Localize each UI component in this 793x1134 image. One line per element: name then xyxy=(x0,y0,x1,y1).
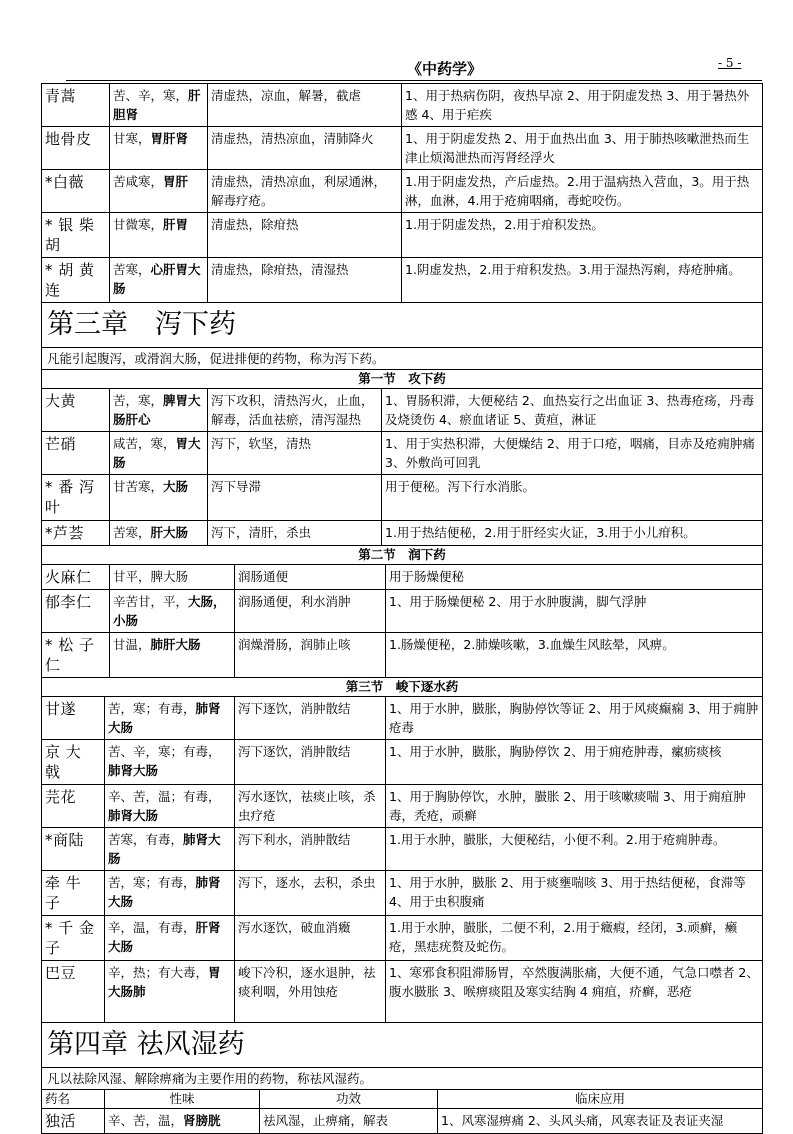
herb-name: 火麻仁 xyxy=(42,565,110,590)
herb-nature: 苦，寒，脾胃大肠肝心 xyxy=(110,389,208,432)
herb-name: * 胡 黄 连 xyxy=(42,258,110,303)
herb-name: 巴豆 xyxy=(42,961,105,1023)
herb-nature: 苦，寒；有毒，肺肾大肠 xyxy=(105,871,235,916)
chapter-intro: 凡能引起腹泻，或滑润大肠，促进排便的药物，称为泻下药。 xyxy=(42,348,763,370)
section-title: 第一节 攻下药 xyxy=(42,370,763,389)
herb-name: *芦荟 xyxy=(42,521,110,546)
herb-effect: 泻下，逐水，去积，杀虫 xyxy=(235,871,386,916)
herb-usage: 1.肠燥便秘，2.肺燥咳嗽，3.血燥生风眩晕，风痹。 xyxy=(386,633,763,678)
page-number: - 5 - xyxy=(718,56,742,70)
herb-usage: 用于肠燥便秘 xyxy=(386,565,763,590)
table-row xyxy=(42,828,763,871)
table-row xyxy=(42,565,763,590)
herb-effect: 泻下利水，消肿散结 xyxy=(235,828,386,871)
herb-name: 牵 牛 子 xyxy=(42,871,105,916)
herb-usage: 1、用于水肿，臌胀，胸胁停饮等证 2、用于风痰癫痫 3、用于痈肿疮毒 xyxy=(386,697,763,740)
table-row xyxy=(42,475,763,521)
herb-name: *白薇 xyxy=(42,170,110,213)
chapter-title: 第三章 泻下药 xyxy=(42,303,763,348)
herb-nature: 苦，寒；有毒，肺肾大肠 xyxy=(105,697,235,740)
herb-usage: 1.阴虚发热，2.用于疳积发热。3.用于湿热泻痢，痔疮肿痛。 xyxy=(402,258,763,303)
herb-name: 青蒿 xyxy=(42,84,110,127)
herb-effect: 清虚热，清热凉血，清肺降火 xyxy=(208,127,402,170)
chapter-intro-row xyxy=(42,348,763,370)
table-row xyxy=(42,590,763,633)
herb-name: *商陆 xyxy=(42,828,105,871)
herb-name: * 番 泻 叶 xyxy=(42,475,110,521)
herb-name: 大黄 xyxy=(42,389,110,432)
herb-effect: 清虚热，清热凉血，利尿通淋，解毒疗疮。 xyxy=(208,170,402,213)
table-row xyxy=(42,521,763,546)
herb-nature: 甘平，脾大肠 xyxy=(110,565,235,590)
herb-table-qingxure xyxy=(41,83,763,303)
herb-effect: 泻水逐饮，破血消癥 xyxy=(235,916,386,961)
herb-nature: 苦寒，心肝胃大肠 xyxy=(110,258,208,303)
column-header: 功效 xyxy=(260,1090,438,1109)
table-row xyxy=(42,916,763,961)
chapter-4-table xyxy=(41,1023,763,1134)
herb-nature: 苦寒，有毒，肺肾大肠 xyxy=(105,828,235,871)
section-title: 第二节 润下药 xyxy=(42,546,763,565)
herb-name: 甘遂 xyxy=(42,697,105,740)
herb-name: 郁李仁 xyxy=(42,590,110,633)
table-row xyxy=(42,961,763,1023)
table-row xyxy=(42,697,763,740)
table-row xyxy=(42,785,763,828)
herb-effect: 清虚热，凉血，解暑，截虐 xyxy=(208,84,402,127)
table-row xyxy=(42,871,763,916)
herb-nature: 甘微寒，肝胃 xyxy=(110,213,208,258)
herb-effect: 清虚热，除疳热 xyxy=(208,213,402,258)
table-row xyxy=(42,170,763,213)
herb-effect: 泻水逐饮，祛痰止咳，杀虫疗疮 xyxy=(235,785,386,828)
herb-usage: 1、用于阴虚发热 2、用于血热出血 3、用于肺热咳嗽泄热而生津止烦渴泄热而泻肾经浮火 xyxy=(402,127,763,170)
herb-usage: 用于便秘。泻下行水消胀。 xyxy=(382,475,763,521)
herb-usage: 1、胃肠积滞，大便秘结 2、血热妄行之出血证 3、热毒疮疡，丹毒及烧烫伤 4、瘀血诸证 5、黄疸，淋证 xyxy=(382,389,763,432)
herb-usage: 1、用于肠燥便秘 2、用于水肿腹满，脚气浮肿 xyxy=(386,590,763,633)
table-row xyxy=(42,84,763,127)
herb-name: 芒硝 xyxy=(42,432,110,475)
chapter-heading-row xyxy=(42,303,763,348)
herb-name: 独活 xyxy=(42,1109,105,1134)
herb-usage: 1、风寒湿痹痛 2、头风头痛，风寒表证及表证夹湿 xyxy=(438,1109,763,1134)
section-heading-row xyxy=(42,546,763,565)
herb-name: 芫花 xyxy=(42,785,105,828)
herb-effect: 润燥滑肠，润肺止咳 xyxy=(235,633,386,678)
header-rule xyxy=(66,80,762,81)
herb-effect: 润肠通便，利水消肿 xyxy=(235,590,386,633)
section-heading-row xyxy=(42,370,763,389)
herb-usage: 1.用于阴虚发热，产后虚热。2.用于温病热入营血，3。用于热淋，血淋，4.用于疮痈咽痛，毒蛇咬伤。 xyxy=(402,170,763,213)
herb-effect: 润肠通便 xyxy=(235,565,386,590)
herb-effect: 泻下导滞 xyxy=(208,475,382,521)
table-row xyxy=(42,432,763,475)
column-header: 性味 xyxy=(105,1090,260,1109)
section-3-table xyxy=(41,678,763,1023)
herb-usage: 1、寒邪食积阻滞肠胃，卒然腹满胀痛，大便不通，气急口噤者 2、腹水臌胀 3、喉痹痰阻及寒实结胸 4 痈疽，疥癣，恶疮 xyxy=(386,961,763,1023)
table-row xyxy=(42,740,763,785)
table-row xyxy=(42,1109,763,1134)
herb-nature: 辛、苦，温，肾膀胱 xyxy=(105,1109,260,1134)
chapter-intro-row xyxy=(42,1068,763,1090)
herb-nature: 甘苦寒，大肠 xyxy=(110,475,208,521)
section-2-table xyxy=(41,546,763,678)
herb-effect: 峻下冷积，逐水退肿，祛痰利咽，外用蚀疮 xyxy=(235,961,386,1023)
herb-effect: 祛风湿，止痹痛，解表 xyxy=(260,1109,438,1134)
herb-name: 地骨皮 xyxy=(42,127,110,170)
table-row xyxy=(42,258,763,303)
herb-nature: 辛、苦，温；有毒，肺肾大肠 xyxy=(105,785,235,828)
herb-effect: 泻下，软坚，清热 xyxy=(208,432,382,475)
chapter-3-table xyxy=(41,303,763,546)
herb-usage: 1、用于热病伤阴，夜热早凉 2、用于阴虚发热 3、用于暑热外感 4、用于疟疾 xyxy=(402,84,763,127)
chapter-intro: 凡以祛除风湿、解除痹痛为主要作用的药物，称祛风湿药。 xyxy=(42,1068,763,1090)
herb-usage: 1、用于水肿，臌胀 2、用于痰壅喘咳 3、用于热结便秘，食滞等 4、用于虫积腹痛 xyxy=(386,871,763,916)
herb-usage: 1.用于水肿，臌胀，大便秘结，小便不利。2.用于疮痈肿毒。 xyxy=(386,828,763,871)
table-row xyxy=(42,213,763,258)
herb-effect: 清虚热，除疳热，清湿热 xyxy=(208,258,402,303)
herb-usage: 1、用于实热积滞，大便燥结 2、用于口疮，咽痛，目赤及疮痈肿痛 3、外敷尚可回乳 xyxy=(382,432,763,475)
herb-nature: 苦、辛，寒；有毒，肺肾大肠 xyxy=(105,740,235,785)
section-title: 第三节 峻下逐水药 xyxy=(42,678,763,697)
herb-name: 京 大 戟 xyxy=(42,740,105,785)
herb-name: * 千 金 子 xyxy=(42,916,105,961)
herb-nature: 辛，温，有毒，肝肾大肠 xyxy=(105,916,235,961)
herb-usage: 1.用于阴虚发热，2.用于疳积发热。 xyxy=(402,213,763,258)
chapter-heading-row xyxy=(42,1023,763,1068)
column-header-row xyxy=(42,1090,763,1109)
herb-nature: 甘温，肺肝大肠 xyxy=(110,633,235,678)
herb-nature: 咸苦，寒，胃大肠 xyxy=(110,432,208,475)
herb-sheet xyxy=(41,83,762,1134)
herb-effect: 泻下逐饮，消肿散结 xyxy=(235,697,386,740)
section-heading-row xyxy=(42,678,763,697)
herb-usage: 1.用于水肿，臌胀，二便不利，2.用于癥瘕，经闭，3.顽癣，癞疮，黑痣疣赘及蛇伤。 xyxy=(386,916,763,961)
herb-usage: 1、用于水肿，臌胀，胸胁停饮 2、用于痈疮肿毒，瘰疬痰核 xyxy=(386,740,763,785)
herb-nature: 苦、辛，寒，肝胆肾 xyxy=(110,84,208,127)
herb-nature: 苦咸寒，胃肝 xyxy=(110,170,208,213)
document-title: 《中药学》 xyxy=(407,60,483,78)
herb-effect: 泻下逐饮，消肿散结 xyxy=(235,740,386,785)
chapter-title: 第四章 祛风湿药 xyxy=(42,1023,763,1068)
herb-nature: 辛，热；有大毒，胃大肠肺 xyxy=(105,961,235,1023)
herb-name: * 松 子 仁 xyxy=(42,633,110,678)
herb-usage: 1、用于胸胁停饮，水肿，臌胀 2、用于咳嗽痰喘 3、用于痈疽肿毒，秃疮，顽癣 xyxy=(386,785,763,828)
column-header: 药名 xyxy=(42,1090,105,1109)
herb-usage: 1.用于热结便秘，2.用于肝经实火证，3.用于小儿疳积。 xyxy=(382,521,763,546)
table-row xyxy=(42,633,763,678)
table-row xyxy=(42,389,763,432)
herb-effect: 泻下，清肝，杀虫 xyxy=(208,521,382,546)
herb-nature: 甘寒，胃肝肾 xyxy=(110,127,208,170)
herb-effect: 泻下攻积，清热泻火，止血，解毒，活血祛瘀，清泻湿热 xyxy=(208,389,382,432)
column-header: 临床应用 xyxy=(438,1090,763,1109)
table-row xyxy=(42,127,763,170)
herb-name: * 银 柴 胡 xyxy=(42,213,110,258)
herb-nature: 苦寒，肝大肠 xyxy=(110,521,208,546)
herb-nature: 辛苦甘，平，大肠，小肠 xyxy=(110,590,235,633)
